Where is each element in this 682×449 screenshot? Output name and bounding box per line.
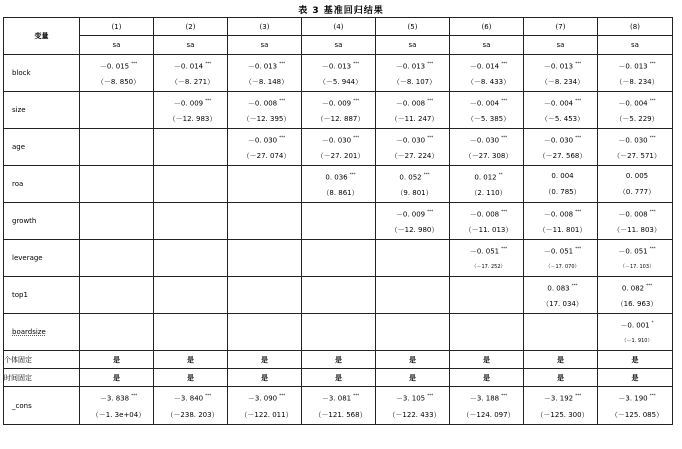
coefficient: －0. 051 ***	[469, 245, 508, 256]
table-cell	[302, 55, 376, 92]
table-cell	[154, 92, 228, 129]
table-cell	[524, 240, 598, 277]
t-statistic: （－5. 453）	[540, 115, 585, 124]
table-body	[4, 18, 673, 425]
table-cell	[524, 55, 598, 92]
table-cell	[524, 203, 598, 240]
significance-stars: ***	[649, 245, 656, 251]
t-statistic: （－11. 013）	[464, 226, 513, 235]
table-cell	[376, 92, 450, 129]
t-statistic: （－27. 308）	[464, 152, 513, 161]
table-cell	[228, 314, 302, 351]
coefficient: 0. 005	[625, 171, 649, 180]
significance-stars: ***	[131, 60, 138, 66]
t-statistic: （－124. 097）	[462, 410, 515, 419]
table-cell	[154, 203, 228, 240]
t-statistic: （－27. 224）	[390, 152, 439, 161]
t-statistic: （2. 110）	[470, 189, 507, 198]
table-cell	[302, 203, 376, 240]
table-cell	[80, 240, 154, 277]
table-cell	[228, 92, 302, 129]
variable-name	[4, 314, 80, 351]
t-statistic: （－5. 229）	[615, 115, 659, 124]
table-cell	[80, 314, 154, 351]
table-cell	[376, 166, 450, 203]
table-row	[4, 387, 673, 425]
significance-stars: ***	[575, 393, 582, 399]
fixed-effect-value: 是	[154, 369, 228, 387]
significance-stars: ***	[649, 97, 656, 103]
significance-stars: ***	[423, 171, 430, 177]
table-cell	[598, 129, 673, 166]
significance-stars: ***	[501, 97, 508, 103]
coefficient: －3. 090 ***	[247, 393, 286, 403]
column-number: (1)	[80, 18, 154, 36]
table-cell	[376, 55, 450, 92]
significance-stars: ***	[646, 282, 653, 288]
fixed-effect-label: 个体固定	[4, 351, 80, 369]
table-cell	[80, 129, 154, 166]
table-cell	[598, 92, 673, 129]
table-cell	[376, 203, 450, 240]
significance-stars: ***	[575, 60, 582, 66]
coefficient: －0. 008 ***	[543, 208, 582, 219]
t-statistic: （－125. 300）	[536, 410, 589, 419]
table-cell	[450, 55, 524, 92]
t-statistic: （－121. 568）	[314, 410, 367, 419]
table-row	[4, 92, 673, 129]
table-cell	[302, 240, 376, 277]
coefficient: －0. 013 ***	[395, 60, 434, 71]
table-cell	[450, 240, 524, 277]
t-statistic: （16. 963）	[616, 300, 658, 309]
coefficient: －0. 009 ***	[395, 208, 434, 219]
t-statistic: （－8. 433）	[466, 78, 511, 87]
variable-name: block	[4, 55, 80, 92]
coefficient: 0. 004	[551, 171, 574, 180]
significance-stars: ***	[279, 393, 286, 399]
coefficient: 0. 082 ***	[621, 282, 653, 293]
table-cell	[302, 277, 376, 314]
coefficient: －3. 840 ***	[173, 393, 212, 403]
table-row	[4, 203, 673, 240]
table-cell	[450, 92, 524, 129]
t-statistic: （9. 801）	[396, 189, 433, 198]
regression-table	[3, 17, 673, 425]
t-statistic: （－27. 074）	[242, 152, 291, 161]
table-cell	[598, 314, 673, 351]
significance-stars: ***	[649, 208, 656, 214]
table-cell	[80, 203, 154, 240]
fixed-effect-value: 是	[376, 369, 450, 387]
table-cell	[376, 129, 450, 166]
table-cell	[228, 166, 302, 203]
t-statistic: （－8. 271）	[170, 78, 215, 87]
significance-stars: ***	[575, 134, 582, 140]
t-statistic: （－8. 148）	[244, 78, 289, 87]
coefficient: －0. 001 *	[620, 319, 654, 330]
coefficient: －0. 014 ***	[469, 60, 508, 71]
table-cell	[524, 314, 598, 351]
column-number: (5)	[376, 18, 450, 36]
variable-name: _cons	[4, 387, 80, 425]
variable-name-text: boardsize	[12, 328, 46, 336]
table-cell	[524, 166, 598, 203]
coefficient: －0. 009 ***	[321, 97, 360, 108]
t-statistic: （－8. 234）	[615, 78, 659, 87]
t-statistic: （8. 861）	[322, 189, 359, 198]
significance-stars: ***	[349, 171, 356, 177]
column-number-row	[4, 18, 673, 36]
significance-stars: ***	[501, 208, 508, 214]
coefficient: －0. 030 ***	[321, 134, 360, 145]
coefficient: －0. 015 ***	[99, 60, 138, 71]
t-statistic: （－11. 247）	[390, 115, 439, 124]
coefficient: 0. 052 ***	[399, 171, 430, 182]
significance-stars: ***	[427, 134, 434, 140]
table-cell	[598, 277, 673, 314]
table-cell	[524, 277, 598, 314]
significance-stars: *	[651, 319, 654, 325]
table-cell	[80, 277, 154, 314]
table-cell	[598, 387, 673, 425]
table-cell	[450, 166, 524, 203]
table-cell	[524, 387, 598, 425]
coefficient: －0. 030 ***	[469, 134, 508, 145]
column-number: (7)	[524, 18, 598, 36]
column-number: (8)	[598, 18, 673, 36]
significance-stars: **	[498, 171, 503, 177]
t-statistic: （－12. 983）	[168, 115, 217, 124]
dependent-variable: sa	[228, 36, 302, 55]
column-number: (4)	[302, 18, 376, 36]
table-cell	[450, 203, 524, 240]
t-statistic: （－5. 944）	[318, 78, 363, 87]
significance-stars: ***	[131, 393, 138, 399]
significance-stars: ***	[501, 134, 508, 140]
significance-stars: ***	[501, 245, 508, 251]
table-row	[4, 55, 673, 92]
significance-stars: ***	[353, 393, 360, 399]
table-cell	[80, 92, 154, 129]
variable-name: size	[4, 92, 80, 129]
coefficient: －3. 838 ***	[99, 393, 138, 403]
coefficient: －0. 008 ***	[395, 97, 434, 108]
fixed-effect-value: 是	[302, 351, 376, 369]
coefficient: －3. 190 ***	[618, 393, 656, 403]
significance-stars: ***	[427, 97, 434, 103]
coefficient: －0. 013 ***	[543, 60, 582, 71]
dependent-variable: sa	[302, 36, 376, 55]
significance-stars: ***	[279, 60, 286, 66]
table-cell	[376, 277, 450, 314]
coefficient: －0. 030 ***	[247, 134, 286, 145]
fixed-effect-value: 是	[450, 351, 524, 369]
fixed-effect-row	[4, 351, 673, 369]
table-cell	[80, 166, 154, 203]
t-statistic: （－27. 201）	[316, 152, 365, 161]
table-cell	[228, 55, 302, 92]
table-cell	[154, 166, 228, 203]
coefficient: －0. 004 ***	[543, 97, 582, 108]
table-cell	[524, 92, 598, 129]
coefficient: 0. 012 **	[474, 171, 503, 182]
t-statistic: （17. 034）	[542, 300, 583, 309]
significance-stars: ***	[649, 393, 656, 399]
dependent-variable: sa	[376, 36, 450, 55]
dependent-variable: sa	[154, 36, 228, 55]
table-cell	[524, 129, 598, 166]
significance-stars: ***	[649, 134, 656, 140]
significance-stars: ***	[353, 97, 360, 103]
corner-label: 变量	[4, 18, 80, 55]
significance-stars: ***	[649, 60, 656, 66]
variable-name: top1	[4, 277, 80, 314]
table-cell	[228, 129, 302, 166]
significance-stars: ***	[575, 97, 582, 103]
t-statistic: （－125. 085）	[610, 410, 664, 419]
fixed-effect-value: 是	[80, 369, 154, 387]
table-cell	[80, 55, 154, 92]
significance-stars: ***	[279, 134, 286, 140]
significance-stars: ***	[353, 134, 360, 140]
table-cell	[228, 387, 302, 425]
fixed-effect-value: 是	[598, 369, 673, 387]
variable-name: roa	[4, 166, 80, 203]
fixed-effect-value: 是	[302, 369, 376, 387]
fixed-effect-value: 是	[524, 351, 598, 369]
fixed-effect-value: 是	[228, 369, 302, 387]
significance-stars: ***	[353, 60, 360, 66]
variable-name: leverage	[4, 240, 80, 277]
table-cell	[598, 166, 673, 203]
t-statistic: （－12. 395）	[242, 115, 291, 124]
variable-name: age	[4, 129, 80, 166]
dependent-variable: sa	[598, 36, 673, 55]
t-statistic: （－238. 203）	[166, 410, 219, 419]
table-caption: 表 3 基准回归结果	[298, 6, 384, 16]
t-statistic: （－12. 887）	[316, 115, 365, 124]
table-cell	[302, 92, 376, 129]
coefficient: 0. 083 ***	[547, 282, 578, 293]
coefficient: －0. 014 ***	[173, 60, 212, 71]
significance-stars: ***	[279, 97, 286, 103]
table-cell	[154, 314, 228, 351]
t-statistic: （－8. 107）	[392, 78, 437, 87]
table-row	[4, 166, 673, 203]
coefficient: －0. 008 ***	[618, 208, 656, 219]
table-cell	[376, 240, 450, 277]
column-number: (2)	[154, 18, 228, 36]
coefficient: －0. 051 ***	[543, 245, 582, 256]
significance-stars: ***	[427, 208, 434, 214]
significance-stars: ***	[205, 97, 212, 103]
coefficient: －0. 013 ***	[321, 60, 360, 71]
t-statistic: （－8. 234）	[540, 78, 585, 87]
dependent-variable-row	[4, 36, 673, 55]
table-cell	[154, 129, 228, 166]
t-statistic: （－8. 850）	[96, 78, 141, 87]
table-row	[4, 314, 673, 351]
t-statistic: （－17. 070）	[545, 264, 580, 271]
fixed-effect-value: 是	[524, 369, 598, 387]
coefficient: －0. 030 ***	[543, 134, 582, 145]
variable-name: growth	[4, 203, 80, 240]
t-statistic: （－11. 801）	[538, 226, 587, 235]
t-statistic: （－12. 980）	[390, 226, 439, 235]
table-cell	[302, 166, 376, 203]
coefficient: －3. 081 ***	[321, 393, 360, 403]
t-statistic: （－27. 571）	[613, 152, 661, 161]
t-statistic: （－122. 433）	[388, 410, 441, 419]
dependent-variable: sa	[524, 36, 598, 55]
significance-stars: ***	[501, 393, 508, 399]
fixed-effect-value: 是	[450, 369, 524, 387]
table-cell	[598, 240, 673, 277]
fixed-effect-value: 是	[598, 351, 673, 369]
significance-stars: ***	[501, 60, 508, 66]
significance-stars: ***	[575, 208, 582, 214]
significance-stars: ***	[427, 393, 434, 399]
table-row	[4, 129, 673, 166]
significance-stars: ***	[575, 245, 582, 251]
table-cell	[154, 240, 228, 277]
t-statistic: （－5. 385）	[466, 115, 511, 124]
t-statistic: （－17. 252）	[471, 264, 506, 271]
significance-stars: ***	[205, 60, 212, 66]
coefficient: －0. 004 ***	[618, 97, 656, 108]
coefficient: －0. 008 ***	[469, 208, 508, 219]
coefficient: －0. 004 ***	[469, 97, 508, 108]
table-cell	[228, 203, 302, 240]
coefficient: －0. 051 ***	[618, 245, 656, 256]
table-cell	[154, 387, 228, 425]
coefficient: －0. 013 ***	[618, 60, 656, 71]
coefficient: －0. 009 ***	[173, 97, 212, 108]
table-cell	[598, 203, 673, 240]
table-cell	[302, 314, 376, 351]
t-statistic: （－1. 3e+04）	[91, 410, 146, 419]
table-cell	[302, 387, 376, 425]
t-statistic: （－27. 568）	[538, 152, 587, 161]
coefficient: －0. 030 ***	[395, 134, 434, 145]
fixed-effect-label: 时间固定	[4, 369, 80, 387]
coefficient: －0. 013 ***	[247, 60, 286, 71]
t-statistic: （－11. 803）	[613, 226, 661, 235]
coefficient: －0. 030 ***	[618, 134, 656, 145]
table-row	[4, 277, 673, 314]
fixed-effect-value: 是	[228, 351, 302, 369]
dependent-variable: sa	[450, 36, 524, 55]
fixed-effect-value: 是	[80, 351, 154, 369]
dependent-variable: sa	[80, 36, 154, 55]
fixed-effect-row	[4, 369, 673, 387]
column-number: (6)	[450, 18, 524, 36]
table-cell	[450, 129, 524, 166]
table-cell	[154, 277, 228, 314]
table-cell	[228, 277, 302, 314]
t-statistic: （－1. 910）	[621, 338, 653, 345]
coefficient: －0. 008 ***	[247, 97, 286, 108]
coefficient: 0. 036 ***	[325, 171, 356, 182]
significance-stars: ***	[427, 60, 434, 66]
coefficient: －3. 105 ***	[395, 393, 434, 403]
significance-stars: ***	[205, 393, 212, 399]
t-statistic: （0. 785）	[544, 187, 581, 196]
table-cell	[450, 277, 524, 314]
table-cell	[450, 387, 524, 425]
table-cell	[80, 387, 154, 425]
table-row	[4, 240, 673, 277]
table-cell	[376, 387, 450, 425]
table-cell	[376, 314, 450, 351]
t-statistic: （－17. 103）	[619, 264, 655, 271]
table-cell	[450, 314, 524, 351]
table-cell	[302, 129, 376, 166]
fixed-effect-value: 是	[376, 351, 450, 369]
fixed-effect-value: 是	[154, 351, 228, 369]
significance-stars: ***	[571, 282, 578, 288]
t-statistic: （0. 777）	[618, 187, 656, 196]
coefficient: －3. 192 ***	[543, 393, 582, 403]
table-cell	[154, 55, 228, 92]
table-cell	[228, 240, 302, 277]
t-statistic: （－122. 011）	[240, 410, 293, 419]
table-cell	[598, 55, 673, 92]
coefficient: －3. 188 ***	[469, 393, 508, 403]
column-number: (3)	[228, 18, 302, 36]
